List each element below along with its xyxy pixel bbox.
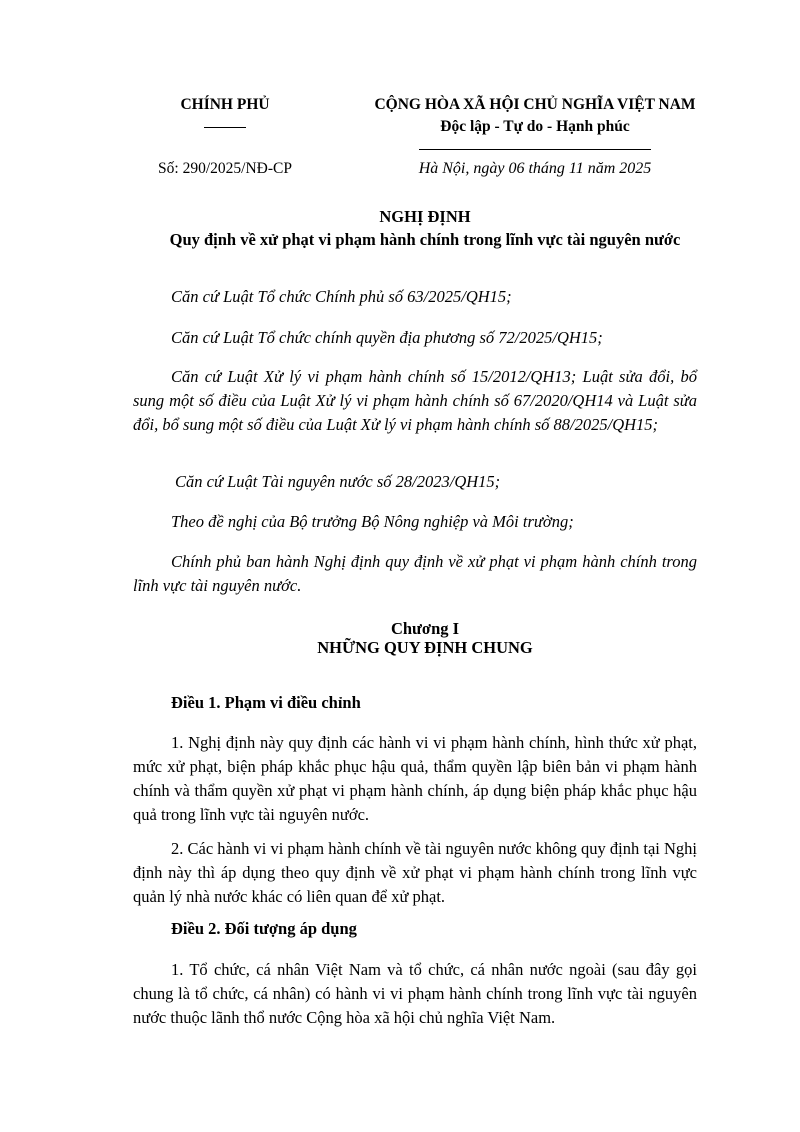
article-clause: 1. Nghị định này quy định các hành vi vi phạm hành chính, hình thức xử phạt, mức xử phạt, biện pháp khắc phục hậu quả, thẩm quyền lập biên bản vi phạm hành chính và thẩm quyền xử phạt vi phạm hành chính, áp dụng biện pháp khắc phục hậu quả trong lĩnh vực tài nguyên nước. bbox=[133, 733, 697, 824]
preamble-item: Căn cứ Luật Tài nguyên nước số 28/2023/QH15; bbox=[175, 472, 501, 491]
issuer-underline bbox=[204, 127, 246, 128]
preamble-item: Theo đề nghị của Bộ trưởng Bộ Nông nghiệp và Môi trường; bbox=[171, 512, 574, 531]
chapter-number: Chương I bbox=[390, 619, 460, 638]
document-type: NGHỊ ĐỊNH bbox=[379, 207, 471, 226]
preamble-item: Căn cứ Luật Xử lý vi phạm hành chính số 15/2012/QH13; Luật sửa đổi, bổ sung một số điều của Luật Xử lý vi phạm hành chính số 67/2020/QH14 và Luật sửa đổi, bổ sung một số điều của Luật Xử lý vi phạm hành chính số 88/2025/QH15; bbox=[133, 367, 697, 434]
preamble-item: Căn cứ Luật Tổ chức chính quyền địa phương số 72/2025/QH15; bbox=[171, 328, 603, 347]
preamble-item: Chính phủ ban hành Nghị định quy định về xử phạt vi phạm hành chính trong lĩnh vực tài nguyên nước. bbox=[133, 552, 697, 595]
national-motto: Độc lập - Tự do - Hạnh phúc bbox=[440, 118, 630, 135]
issuer-name: CHÍNH PHỦ bbox=[180, 96, 270, 113]
place-and-date: Hà Nội, ngày 06 tháng 11 năm 2025 bbox=[418, 160, 652, 177]
article-clause: 1. Tổ chức, cá nhân Việt Nam và tổ chức, cá nhân nước ngoài (sau đây gọi chung là tổ chức, cá nhân) có hành vi vi phạm hành chính trong lĩnh vực tài nguyên nước thuộc lãnh thổ nước Cộng hòa xã hội chủ nghĩa Việt Nam. bbox=[133, 960, 697, 1027]
preamble-item: Căn cứ Luật Tổ chức Chính phủ số 63/2025/QH15; bbox=[171, 287, 512, 306]
chapter-title: NHỮNG QUY ĐỊNH CHUNG bbox=[317, 638, 533, 657]
country-name: CỘNG HÒA XÃ HỘI CHỦ NGHĨA VIỆT NAM bbox=[374, 96, 696, 113]
document-number: Số: 290/2025/NĐ-CP bbox=[158, 160, 292, 177]
document-subject: Quy định về xử phạt vi phạm hành chính trong lĩnh vực tài nguyên nước bbox=[169, 230, 681, 249]
article-clause: 2. Các hành vi vi phạm hành chính về tài nguyên nước không quy định tại Nghị định này thì áp dụng theo quy định về xử phạt vi phạm hành chính trong lĩnh vực quản lý nhà nước khác có liên quan để xử phạt. bbox=[133, 839, 697, 906]
article-heading: Điều 2. Đối tượng áp dụng bbox=[171, 919, 357, 938]
article-heading: Điều 1. Phạm vi điều chỉnh bbox=[171, 693, 361, 712]
motto-underline bbox=[419, 149, 651, 150]
